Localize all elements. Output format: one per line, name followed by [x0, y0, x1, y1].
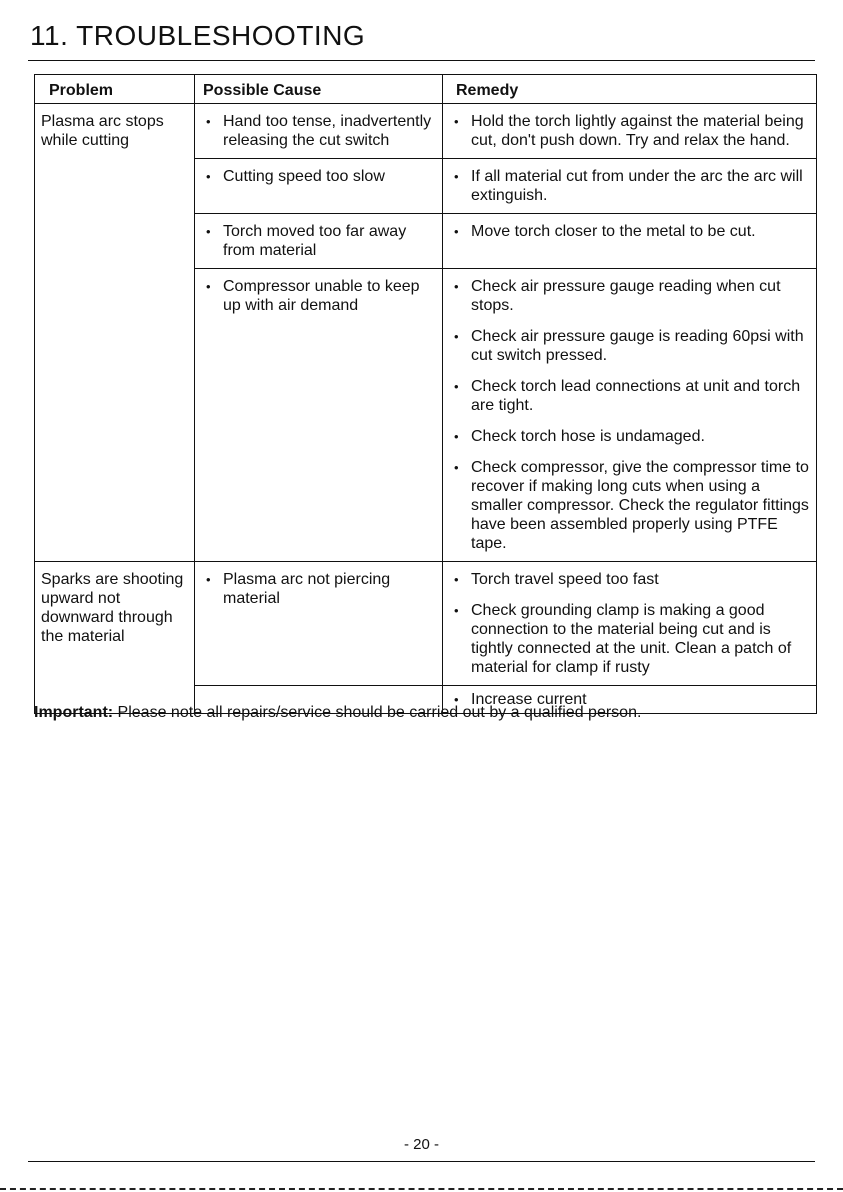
remedy-cell: [443, 104, 817, 159]
cause-cell: [195, 562, 443, 686]
page-number: - 20 -: [403, 1136, 439, 1153]
remedy-item: • Check torch lead connections at unit and torch are tight.: [449, 377, 810, 415]
cause-item: • Cutting speed too slow: [201, 167, 436, 186]
cause-item: • Compressor unable to keep up with air demand: [201, 277, 436, 315]
remedy-item: • Torch travel speed too fast: [449, 570, 810, 589]
cause-cell: [195, 269, 443, 562]
remedy-item: • If all material cut from under the arc the arc will extinguish.: [449, 167, 810, 205]
cause-cell: [195, 159, 443, 214]
remedy-item: • Check compressor, give the compressor time to recover if making long cuts when using a smaller compressor. Check the regulator fittings have been assembled properly using PTFE tape.: [449, 458, 810, 553]
remedy-item: • Check air pressure gauge is reading 60psi with cut switch pressed.: [449, 327, 810, 365]
problem-cell: Plasma arc stops while cutting: [35, 104, 195, 562]
important-label: Important:: [34, 704, 114, 721]
table-row: [35, 562, 817, 686]
cause-cell: [195, 214, 443, 269]
problem-cell: Sparks are shooting upward not downward through the material: [35, 562, 195, 714]
header-problem: Problem: [35, 75, 195, 104]
remedy-item: • Move torch closer to the metal to be cut.: [449, 222, 810, 241]
remedy-cell: [443, 214, 817, 269]
remedy-item: • Hold the torch lightly against the material being cut, don't push down. Try and relax the hand.: [449, 112, 810, 150]
remedy-cell: [443, 269, 817, 562]
cause-item: • Torch moved too far away from material: [201, 222, 436, 260]
table-header-row: [35, 75, 817, 104]
table-row: [35, 104, 817, 159]
footer-divider: [28, 1161, 815, 1162]
cause-item: • Plasma arc not piercing material: [201, 570, 436, 608]
important-note: [34, 704, 641, 722]
remedy-item: • Check grounding clamp is making a good connection to the material being cut and is tightly connected at the unit. Clean a patch of material for clamp if rusty: [449, 601, 810, 677]
cause-cell: [195, 104, 443, 159]
page-title: 11. TROUBLESHOOTING: [30, 20, 366, 51]
header-remedy: Remedy: [443, 75, 817, 104]
troubleshooting-table: [34, 74, 817, 714]
important-text: Please note all repairs/service should be carried out by a qualified person.: [113, 704, 642, 721]
scan-edge-line: [0, 1188, 843, 1190]
remedy-item: • Check torch hose is undamaged.: [449, 427, 810, 446]
remedy-cell: [443, 159, 817, 214]
cause-item: • Hand too tense, inadvertently releasing the cut switch: [201, 112, 436, 150]
title-divider: [28, 60, 815, 61]
remedy-item: • Increase current: [449, 690, 810, 709]
remedy-cell: [443, 562, 817, 686]
header-possible-cause: Possible Cause: [195, 75, 443, 104]
remedy-item: • Check air pressure gauge reading when cut stops.: [449, 277, 810, 315]
